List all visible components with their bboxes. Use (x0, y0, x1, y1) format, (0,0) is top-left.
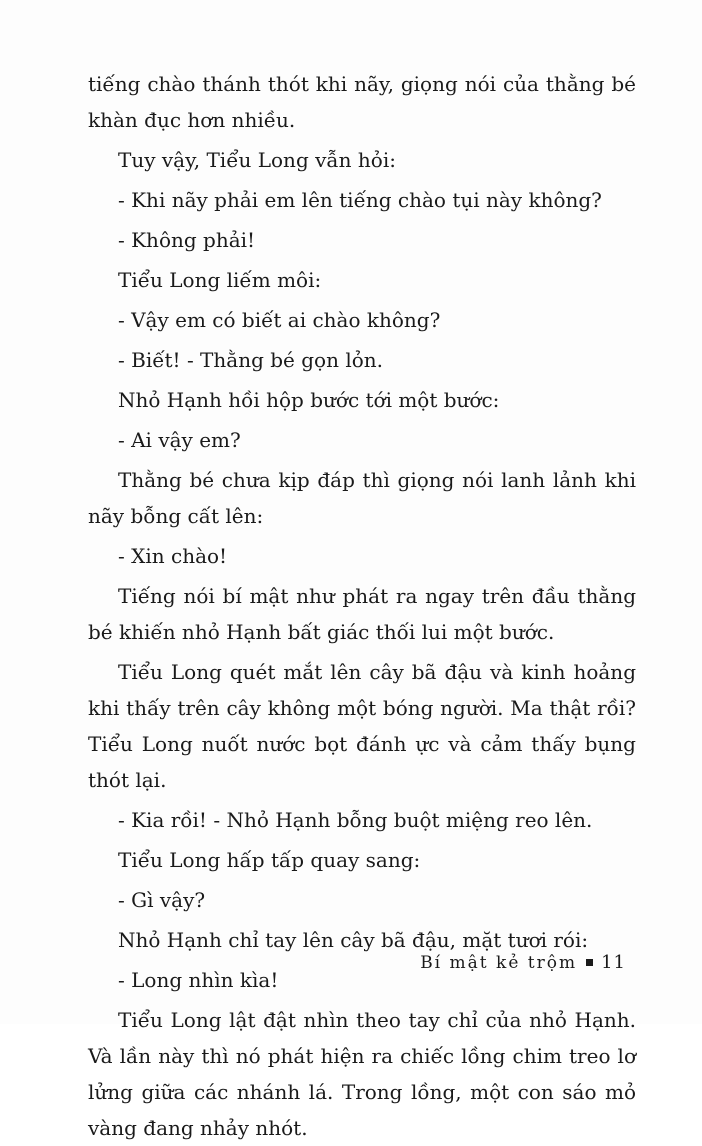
paragraph: Thằng bé chưa kịp đáp thì giọng nói lanh lảnh khi nãy bỗng cất lên: (88, 468, 636, 528)
dialogue-line: - Khi nãy phải em lên tiếng chào tụi này không? (118, 188, 602, 212)
paragraph: Nhỏ Hạnh chỉ tay lên cây bã đậu, mặt tươi rói: (118, 928, 589, 952)
dialogue-line: - Gì vậy? (118, 888, 206, 912)
square-bullet-icon (586, 959, 593, 966)
page-footer (420, 952, 626, 973)
paragraph: Nhỏ Hạnh hồi hộp bước tới một bước: (118, 388, 500, 412)
paragraph: Tiểu Long hấp tấp quay sang: (118, 848, 421, 872)
paragraph: Tiếng nói bí mật như phát ra ngay trên đầu thằng bé khiến nhỏ Hạnh bất giác thối lui một bước. (88, 584, 636, 644)
body-text (88, 66, 636, 1146)
dialogue-line: - Xin chào! (118, 544, 228, 568)
page-number: 11 (601, 952, 626, 973)
dialogue-line: - Không phải! (118, 228, 256, 252)
dialogue-line: - Ai vậy em? (118, 428, 241, 452)
dialogue-line: - Long nhìn kìa! (118, 968, 279, 992)
dialogue-line: - Biết! - Thằng bé gọn lỏn. (118, 348, 383, 372)
paragraph: Tiểu Long quét mắt lên cây bã đậu và kinh hoảng khi thấy trên cây không một bóng người. Ma thật rồi? Tiểu Long nuốt nước bọt đánh ực và cảm thấy bụng thót lại. (88, 660, 636, 792)
paragraph: tiếng chào thánh thót khi nãy, giọng nói của thằng bé khàn đục hơn nhiều. (88, 72, 636, 132)
paragraph: Tuy vậy, Tiểu Long vẫn hỏi: (118, 148, 396, 172)
running-title: Bí mật kẻ trộm (420, 952, 578, 973)
paragraph: Tiểu Long liếm môi: (118, 268, 322, 292)
dialogue-line: - Kia rồi! - Nhỏ Hạnh bỗng buột miệng reo lên. (118, 808, 593, 832)
paragraph: Tiểu Long lật đật nhìn theo tay chỉ của nhỏ Hạnh. Và lần này thì nó phát hiện ra chiếc lồng chim treo lơ lửng giữa các nhánh lá. Trong lồng, một con sáo mỏ vàng đang nhảy nhót. (88, 1008, 636, 1140)
dialogue-line: - Vậy em có biết ai chào không? (118, 308, 441, 332)
